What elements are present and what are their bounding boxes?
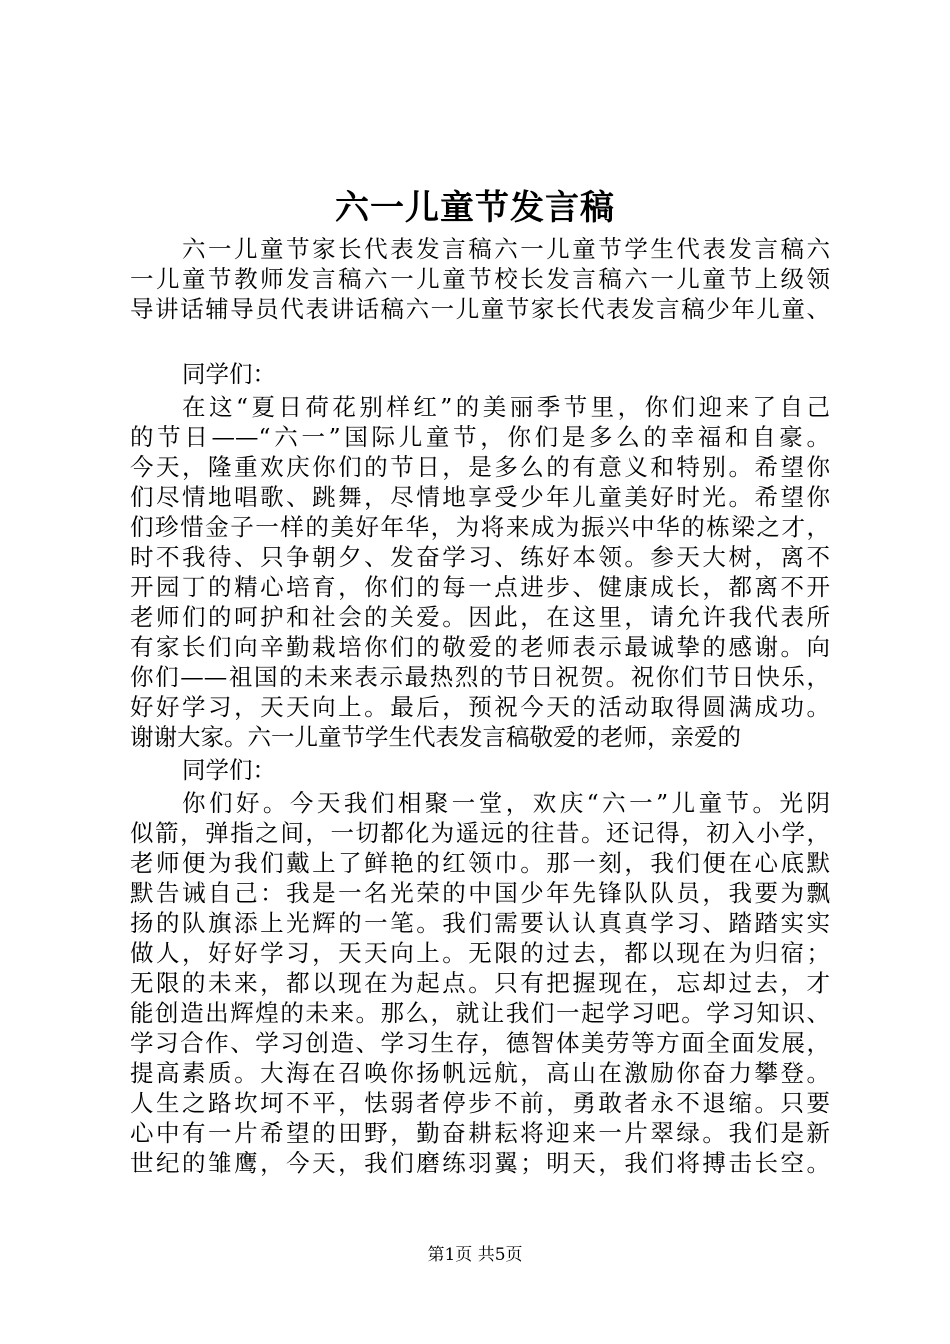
section1-line-12: 谢谢大家。六一儿童节学生代表发言稿敬爱的老师，亲爱的 (130, 723, 741, 751)
section2-line-13: 世纪的雏鹰，今天，我们磨练羽翼；明天，我们将搏击长空。 (130, 1149, 830, 1177)
section1-line-1: 在这“夏日荷花别样红”的美丽季节里，你们迎来了自己 (182, 393, 830, 421)
intro-line-2: 一儿童节教师发言稿六一儿童节校长发言稿六一儿童节上级领 (130, 265, 830, 293)
section2-line-9: 学习合作、学习创造、学习生存，德智体美劳等方面全面发展， (130, 1029, 830, 1057)
section1-greeting: 同学们： (182, 360, 276, 388)
section1-line-10: 你们——祖国的未来表示最热烈的节日祝贺。祝你们节日快乐， (130, 663, 830, 691)
section1-line-8: 老师们的呵护和社会的关爱。因此，在这里，请允许我代表所 (130, 603, 830, 631)
section2-line-1: 你们好。今天我们相聚一堂，欢庆“六一”儿童节。光阴 (182, 789, 830, 817)
section1-line-6: 时不我待、只争朝夕、发奋学习、练好本领。参天大树，离不 (130, 543, 830, 571)
section1-line-5: 们珍惜金子一样的美好年华，为将来成为振兴中华的栋梁之才， (130, 513, 830, 541)
section2-line-11: 人生之路坎坷不平，怯弱者停步不前，勇敢者永不退缩。只要 (130, 1089, 830, 1117)
section1-line-9: 有家长们向辛勤栽培你们的敬爱的老师表示最诚挚的感谢。向 (130, 633, 830, 661)
section2-line-5: 扬的队旗添上光辉的一笔。我们需要认认真真学习、踏踏实实 (130, 909, 830, 937)
intro-line-1: 六一儿童节家长代表发言稿六一儿童节学生代表发言稿六 (182, 235, 830, 263)
document-title: 六一儿童节发言稿 (335, 188, 615, 228)
section2-line-6: 做人，好好学习，天天向上。无限的过去，都以现在为归宿； (130, 939, 830, 967)
intro-line-3: 导讲话辅导员代表讲话稿六一儿童节家长代表发言稿少年儿童、 (130, 295, 830, 323)
section2-line-2: 似箭，弹指之间，一切都化为遥远的往昔。还记得，初入小学， (130, 819, 830, 847)
section2-line-12: 心中有一片希望的田野，勤奋耕耘将迎来一片翠绿。我们是新 (130, 1119, 830, 1147)
section1-line-4: 们尽情地唱歌、跳舞，尽情地享受少年儿童美好时光。希望你 (130, 483, 830, 511)
page-footer: 第1页 共5页 (427, 1245, 523, 1265)
section1-line-3: 今天，隆重欢庆你们的节日，是多么的有意义和特别。希望你 (130, 453, 830, 481)
section2-greeting: 同学们： (182, 756, 276, 784)
section2-line-3: 老师便为我们戴上了鲜艳的红领巾。那一刻，我们便在心底默 (130, 849, 830, 877)
section1-line-7: 开园丁的精心培育，你们的每一点进步、健康成长，都离不开 (130, 573, 830, 601)
section2-line-7: 无限的未来，都以现在为起点。只有把握现在，忘却过去，才 (130, 969, 830, 997)
section2-line-10: 提高素质。大海在召唤你扬帆远航，高山在激励你奋力攀登。 (130, 1059, 830, 1087)
section2-line-4: 默告诫自己：我是一名光荣的中国少年先锋队队员，我要为飘 (130, 879, 830, 907)
section1-line-11: 好好学习，天天向上。最后，预祝今天的活动取得圆满成功。 (130, 693, 830, 721)
section1-line-2: 的节日——“六一”国际儿童节，你们是多么的幸福和自豪。 (130, 423, 830, 451)
section2-line-8: 能创造出辉煌的未来。那么，就让我们一起学习吧。学习知识、 (130, 999, 830, 1027)
